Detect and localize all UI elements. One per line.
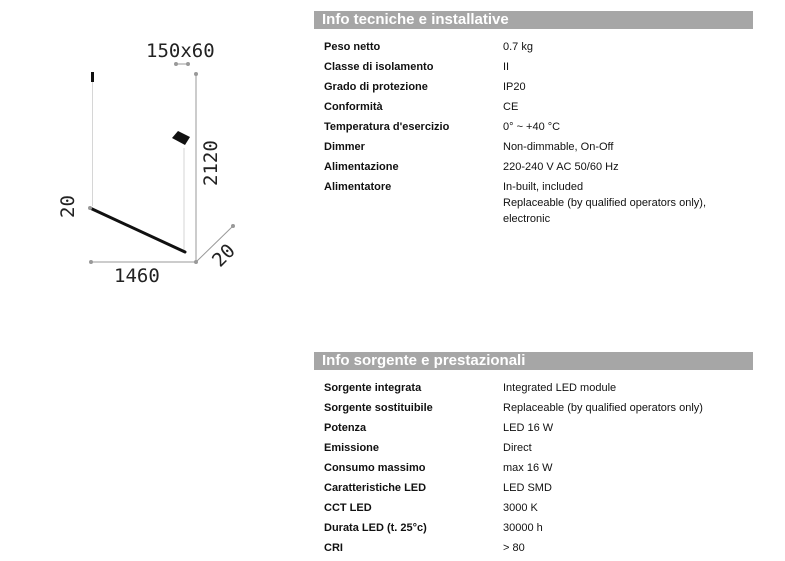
value-line: electronic [503,213,551,225]
table-row [314,159,753,175]
product-drawing [0,0,300,300]
dim-label-top: 150x60 [146,40,215,62]
dim-dot [174,62,178,66]
table-row [314,440,753,456]
row-value: CE [503,101,519,113]
ceiling-anchor [91,72,94,82]
row-label: Consumo massimo [324,462,426,474]
row-value: 0° ~ +40 °C [503,121,561,133]
row-label: Durata LED (t. 25°c) [324,522,427,534]
row-label: Grado di protezione [324,81,428,93]
row-value: Non-dimmable, On-Off [503,141,614,153]
luminaire-bar [90,208,185,252]
row-value: 0.7 kg [503,41,533,53]
row-label: Temperatura d'esercizio [324,121,450,133]
dim-label-width: 1460 [114,265,160,287]
row-value: Integrated LED module [503,382,617,394]
row-label: Conformità [324,101,383,113]
tech-info-table [314,39,753,227]
row-label: Alimentazione [324,161,399,173]
table-row [314,380,753,396]
row-label: CCT LED [324,502,372,514]
row-value: LED SMD [503,482,552,494]
row-value: > 80 [503,542,525,554]
row-value: 30000 h [503,522,543,534]
row-label: Peso netto [324,41,381,53]
table-row [314,520,753,536]
row-value: 3000 K [503,502,538,514]
row-label: Dimmer [324,141,365,153]
row-value: max 16 W [503,462,553,474]
table-row [314,139,753,155]
row-label: Classe di isolamento [324,61,434,73]
driver-box [172,131,190,145]
source-info-section [314,352,753,560]
section-title: Info sorgente e prestazionali [314,352,753,370]
dim-label-height: 2120 [200,140,222,186]
row-label: CRI [324,542,343,554]
row-label: Sorgente integrata [324,382,422,394]
table-row [314,500,753,516]
table-row [314,480,753,496]
row-value: Direct [503,442,532,454]
row-value: IP20 [503,81,526,93]
value-line: In-built, included [503,181,584,193]
row-value: 220-240 V AC 50/60 Hz [503,161,619,173]
table-row [314,400,753,416]
table-row [314,119,753,135]
table-row [314,59,753,75]
row-value: LED 16 W [503,422,554,434]
table-row [314,39,753,55]
tech-info-section [314,11,753,231]
row-value [503,179,753,227]
row-label: Caratteristiche LED [324,482,427,494]
dim-dot [186,62,190,66]
section-title: Info tecniche e installative [314,11,753,29]
table-row [314,420,753,436]
source-info-table [314,380,753,556]
value-line: Replaceable (by qualified operators only), [503,197,707,209]
row-label: Potenza [324,422,367,434]
table-row [314,99,753,115]
dim-label-left: 20 [57,195,79,218]
dim-label-depth: 20 [207,239,240,272]
table-row [314,179,753,227]
row-value: Replaceable (by qualified operators only) [503,402,703,414]
table-row [314,540,753,556]
table-row [314,79,753,95]
row-label: Sorgente sostituibile [324,402,433,414]
row-value: II [503,61,510,73]
row-label: Emissione [324,442,380,454]
row-label: Alimentatore [324,181,392,193]
table-row [314,460,753,476]
